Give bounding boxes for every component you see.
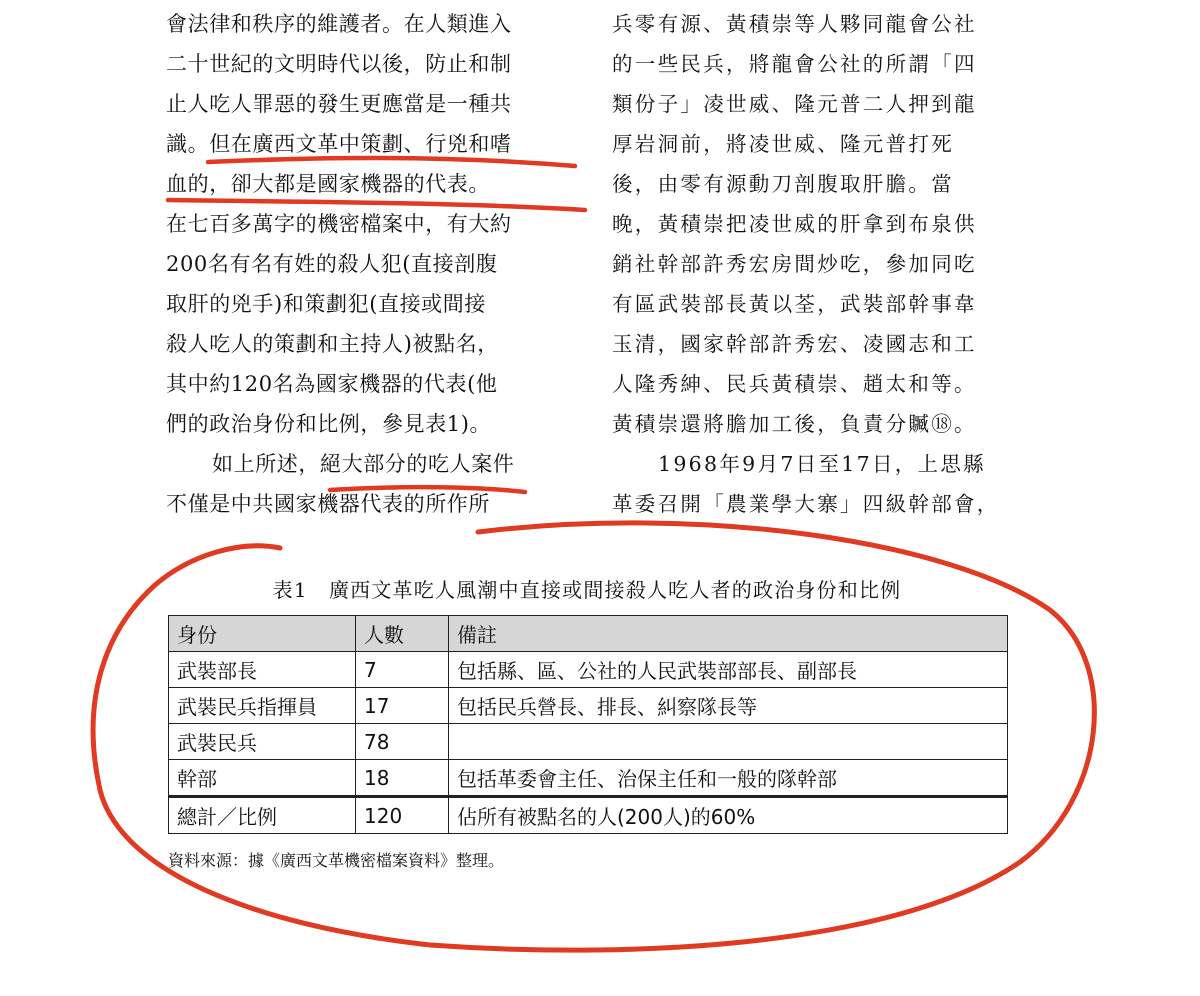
text-line: 取肝的兇手)和策劃犯(直接或間接 bbox=[166, 292, 486, 316]
table-cell: 包括革委會主任、治保主任和一般的隊幹部 bbox=[449, 760, 1008, 797]
table-cell: 17 bbox=[356, 688, 449, 724]
text-line: 晚，黃積崇把凌世威的肝拿到布泉供 bbox=[612, 212, 977, 236]
text-line: 兵零有源、黃積崇等人夥同龍會公社 bbox=[612, 12, 977, 36]
underline-mark bbox=[168, 200, 585, 210]
text-line: 止人吃人罪惡的發生更應當是一種共 bbox=[166, 92, 512, 116]
text-line: 厚岩洞前，將凌世威、隆元普打死 bbox=[612, 132, 954, 156]
header-cell: 備註 bbox=[449, 616, 1008, 652]
table-cell: 包括縣、區、公社的人民武裝部部長、副部長 bbox=[449, 652, 1008, 688]
circle-mark bbox=[93, 523, 1094, 950]
header-cell: 身份 bbox=[169, 616, 356, 652]
table-cell: 7 bbox=[356, 652, 449, 688]
table-source-note: 資料來源：據《廣西文革機密檔案資料》整理。 bbox=[168, 851, 505, 870]
text-line: 血的，卻大都是國家機器的代表。 bbox=[166, 172, 490, 196]
text-line: 在七百多萬字的機密檔案中，有大約 bbox=[166, 212, 512, 236]
text-line: 玉清，國家幹部許秀宏、凌國志和工 bbox=[612, 332, 977, 356]
text-line: 200名有名有姓的殺人犯(直接剖腹 bbox=[166, 252, 498, 276]
text-line: 殺人吃人的策劃和主持人)被點名， bbox=[166, 332, 499, 356]
table-cell: 武裝民兵 bbox=[169, 724, 356, 760]
table-cell: 78 bbox=[356, 724, 449, 760]
text-line: 後，由零有源動刀剖腹取肝膽。當 bbox=[612, 172, 954, 196]
underline-mark bbox=[208, 158, 575, 166]
text-line: 會法律和秩序的維護者。在人類進入 bbox=[166, 12, 512, 36]
table-cell: 武裝部長 bbox=[169, 652, 356, 688]
text-line: 二十世紀的文明時代以後，防止和制 bbox=[166, 52, 512, 76]
text-line: 黃積崇還將膽加工後，負責分贓⑱。 bbox=[612, 412, 977, 436]
text-line: 如上所述，絕大部分的吃人案件 bbox=[212, 452, 515, 476]
underline-mark bbox=[330, 487, 525, 492]
text-line: 識。但在廣西文革中策劃、行兇和嗜 bbox=[166, 132, 512, 156]
text-line: 銷社幹部許秀宏房間炒吃，參加同吃 bbox=[612, 252, 977, 276]
table-cell: 武裝民兵指揮員 bbox=[169, 688, 356, 724]
text-line: 的一些民兵，將龍會公社的所謂「四 bbox=[612, 52, 977, 76]
text-line: 不僅是中共國家機器代表的所作所 bbox=[166, 492, 490, 516]
table-cell: 包括民兵營長、排長、糾察隊長等 bbox=[449, 688, 1008, 724]
table-cell: 佔所有被點名的人(200人)的60% bbox=[449, 797, 1008, 834]
text-line: 們的政治身份和比例，參見表1)。 bbox=[166, 412, 492, 436]
text-line: 類份子」凌世威、隆元普二人押到龍 bbox=[612, 92, 977, 116]
text-line: 其中約120名為國家機器的代表(他 bbox=[166, 372, 498, 396]
text-line: 人隆秀紳、民兵黃積崇、趙太和等。 bbox=[612, 372, 977, 396]
text-line: 1968年9月7日至17日，上思縣 bbox=[658, 452, 986, 476]
text-line: 革委召開「農業學大寨」四級幹部會， bbox=[612, 492, 1000, 516]
table-cell: 幹部 bbox=[169, 760, 356, 797]
text-line: 有區武裝部長黃以荃，武裝部幹事韋 bbox=[612, 292, 977, 316]
table-cell: 總計／比例 bbox=[169, 797, 356, 834]
header-cell: 人數 bbox=[356, 616, 449, 652]
table-title: 表1 廣西文革吃人風潮中直接或間接殺人吃人者的政治身份和比例 bbox=[272, 578, 902, 602]
table-cell: 18 bbox=[356, 760, 449, 797]
table-cell: 120 bbox=[356, 797, 449, 834]
